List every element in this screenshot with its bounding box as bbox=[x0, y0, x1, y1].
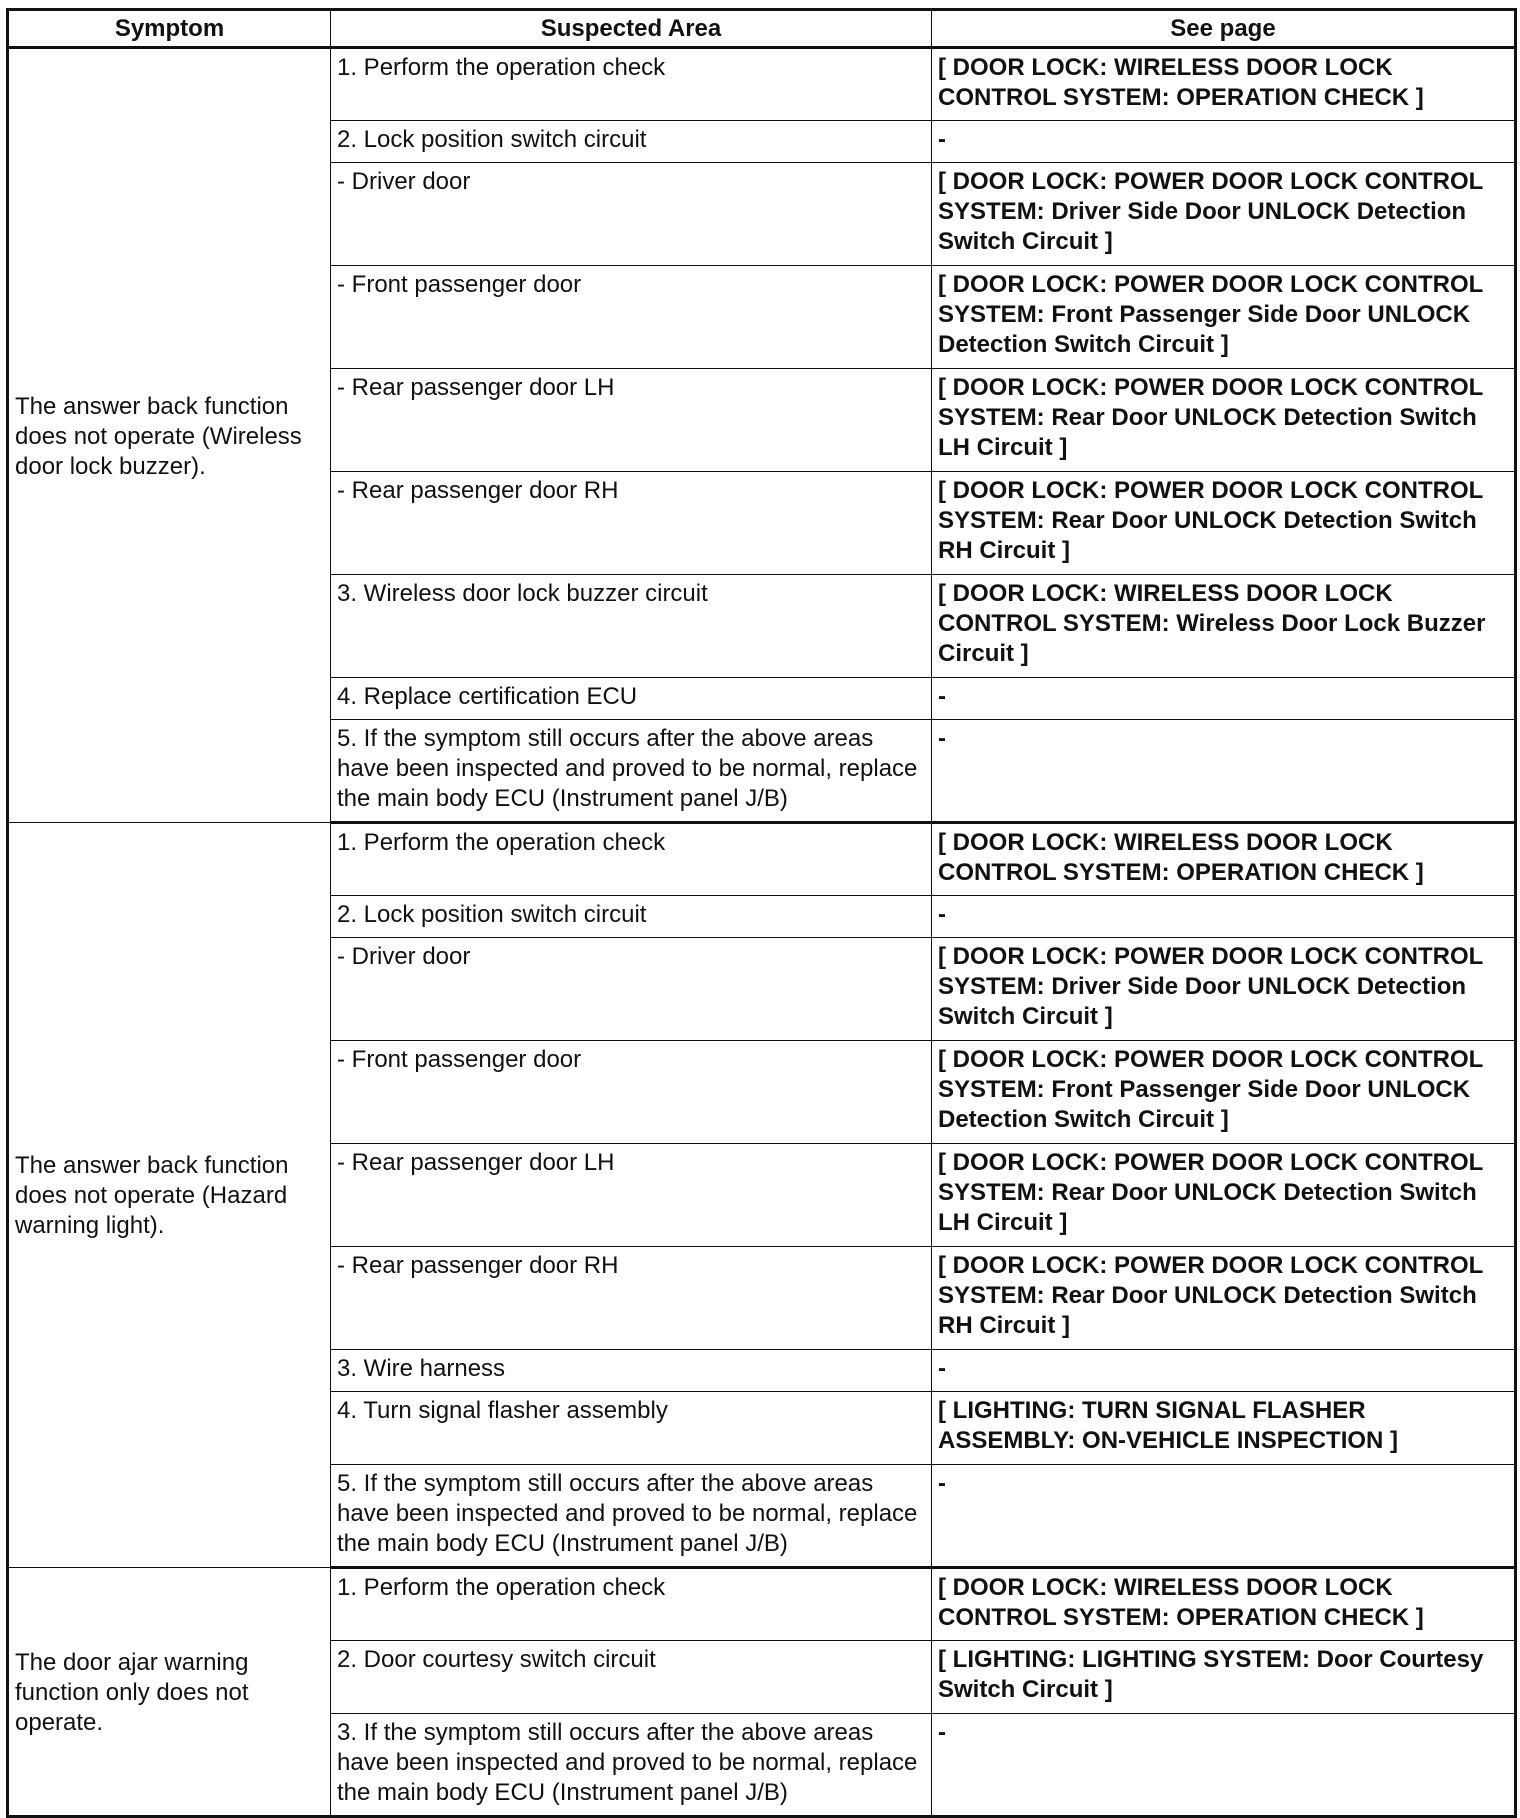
suspected-area-cell: 4. Replace certification ECU bbox=[331, 678, 932, 720]
suspected-area-cell: - Driver door bbox=[331, 938, 932, 1041]
see-page-cell: [ DOOR LOCK: WIRELESS DOOR LOCK CONTROL SYSTEM: OPERATION CHECK ] bbox=[932, 823, 1516, 896]
header-symptom: Symptom bbox=[8, 10, 331, 48]
see-page-cell: [ DOOR LOCK: POWER DOOR LOCK CONTROL SYSTEM: Driver Side Door UNLOCK Detection Switch Circuit ] bbox=[932, 163, 1516, 266]
see-page-cell: - bbox=[932, 1714, 1516, 1817]
see-page-cell: [ DOOR LOCK: POWER DOOR LOCK CONTROL SYSTEM: Rear Door UNLOCK Detection Switch RH Circuit ] bbox=[932, 472, 1516, 575]
see-page-cell: - bbox=[932, 896, 1516, 938]
header-suspected-area: Suspected Area bbox=[331, 10, 932, 48]
suspected-area-cell: 3. Wire harness bbox=[331, 1350, 932, 1392]
suspected-area-cell: - Rear passenger door RH bbox=[331, 472, 932, 575]
see-page-cell: [ LIGHTING: TURN SIGNAL FLASHER ASSEMBLY: ON-VEHICLE INSPECTION ] bbox=[932, 1392, 1516, 1465]
suspected-area-cell: 5. If the symptom still occurs after the above areas have been inspected and proved to be normal, replace the main body ECU (Instrument panel J/B) bbox=[331, 720, 932, 823]
table-row bbox=[8, 1568, 1516, 1641]
suspected-area-cell: 3. Wireless door lock buzzer circuit bbox=[331, 575, 932, 678]
symptom-cell: The door ajar warning function only does not operate. bbox=[8, 1568, 331, 1817]
see-page-cell: [ DOOR LOCK: WIRELESS DOOR LOCK CONTROL SYSTEM: OPERATION CHECK ] bbox=[932, 1568, 1516, 1641]
symptom-table bbox=[6, 8, 1517, 1818]
suspected-area-cell: 3. If the symptom still occurs after the above areas have been inspected and proved to be normal, replace the main body ECU (Instrument panel J/B) bbox=[331, 1714, 932, 1817]
see-page-cell: [ DOOR LOCK: POWER DOOR LOCK CONTROL SYSTEM: Rear Door UNLOCK Detection Switch LH Circuit ] bbox=[932, 1144, 1516, 1247]
see-page-cell: [ LIGHTING: LIGHTING SYSTEM: Door Courtesy Switch Circuit ] bbox=[932, 1641, 1516, 1714]
suspected-area-cell: 5. If the symptom still occurs after the above areas have been inspected and proved to be normal, replace the main body ECU (Instrument panel J/B) bbox=[331, 1465, 932, 1568]
see-page-cell: [ DOOR LOCK: WIRELESS DOOR LOCK CONTROL SYSTEM: Wireless Door Lock Buzzer Circuit ] bbox=[932, 575, 1516, 678]
suspected-area-cell: - Rear passenger door LH bbox=[331, 369, 932, 472]
suspected-area-cell: 2. Lock position switch circuit bbox=[331, 896, 932, 938]
suspected-area-cell: 4. Turn signal flasher assembly bbox=[331, 1392, 932, 1465]
suspected-area-cell: 1. Perform the operation check bbox=[331, 48, 932, 121]
see-page-cell: [ DOOR LOCK: POWER DOOR LOCK CONTROL SYSTEM: Front Passenger Side Door UNLOCK Detection Switch Circuit ] bbox=[932, 1041, 1516, 1144]
suspected-area-cell: 1. Perform the operation check bbox=[331, 1568, 932, 1641]
symptom-cell: The answer back function does not operate (Wireless door lock buzzer). bbox=[8, 48, 331, 823]
see-page-cell: [ DOOR LOCK: POWER DOOR LOCK CONTROL SYSTEM: Rear Door UNLOCK Detection Switch LH Circuit ] bbox=[932, 369, 1516, 472]
suspected-area-cell: - Rear passenger door RH bbox=[331, 1247, 932, 1350]
see-page-cell: - bbox=[932, 1350, 1516, 1392]
see-page-cell: [ DOOR LOCK: POWER DOOR LOCK CONTROL SYSTEM: Rear Door UNLOCK Detection Switch RH Circuit ] bbox=[932, 1247, 1516, 1350]
suspected-area-cell: - Front passenger door bbox=[331, 266, 932, 369]
symptom-cell: The answer back function does not operate (Hazard warning light). bbox=[8, 823, 331, 1568]
suspected-area-cell: - Front passenger door bbox=[331, 1041, 932, 1144]
suspected-area-cell: 2. Door courtesy switch circuit bbox=[331, 1641, 932, 1714]
see-page-cell: - bbox=[932, 720, 1516, 823]
see-page-cell: - bbox=[932, 121, 1516, 163]
header-see-page: See page bbox=[932, 10, 1516, 48]
see-page-cell: [ DOOR LOCK: POWER DOOR LOCK CONTROL SYSTEM: Driver Side Door UNLOCK Detection Switch Circuit ] bbox=[932, 938, 1516, 1041]
see-page-cell: [ DOOR LOCK: WIRELESS DOOR LOCK CONTROL SYSTEM: OPERATION CHECK ] bbox=[932, 48, 1516, 121]
suspected-area-cell: - Driver door bbox=[331, 163, 932, 266]
table-row bbox=[8, 823, 1516, 896]
see-page-cell: - bbox=[932, 678, 1516, 720]
suspected-area-cell: 1. Perform the operation check bbox=[331, 823, 932, 896]
suspected-area-cell: 2. Lock position switch circuit bbox=[331, 121, 932, 163]
table-row bbox=[8, 48, 1516, 121]
see-page-cell: - bbox=[932, 1465, 1516, 1568]
suspected-area-cell: - Rear passenger door LH bbox=[331, 1144, 932, 1247]
see-page-cell: [ DOOR LOCK: POWER DOOR LOCK CONTROL SYSTEM: Front Passenger Side Door UNLOCK Detection Switch Circuit ] bbox=[932, 266, 1516, 369]
